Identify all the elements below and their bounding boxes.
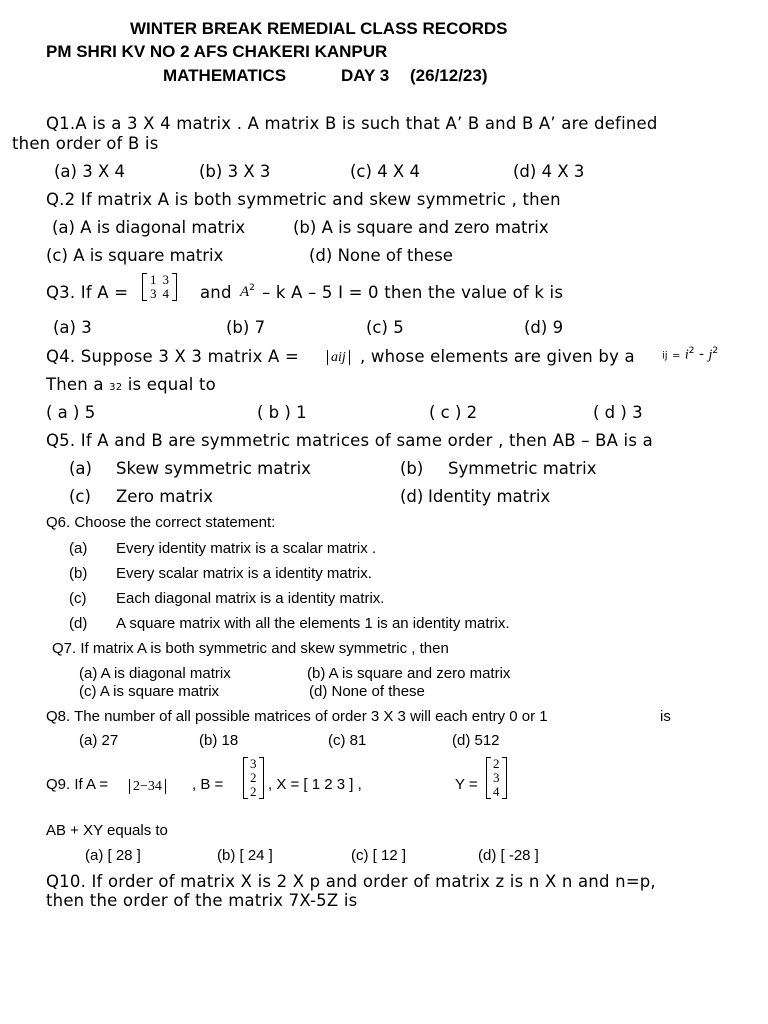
q7-option-c: (c) A is square matrix [79,683,220,700]
q5-option-d-text: Identity matrix [428,487,551,506]
q4-aij-text: aij [327,350,350,365]
q10-line2: then the order of the matrix 7X-5Z is [46,891,358,910]
q1-line2: then order of B is [12,134,159,153]
q4-formula [662,346,718,364]
q3-option-a: (a) 3 [53,318,92,337]
header-line1: WINTER BREAK REMEDIAL CLASS RECORDS [130,19,508,38]
q6-option-d-label: (d) [69,615,88,632]
q4-formula-eq: = [672,350,681,362]
q9-prefix: Q9. If A = [46,776,109,793]
q9-matrix-b [243,757,264,799]
q7-option-d: (d) None of these [309,683,425,700]
q9-line2: AB + XY equals to [46,822,168,839]
q6-text: Q6. Choose the correct statement: [46,514,276,531]
q2-option-c: (c) A is square matrix [46,246,224,265]
q3-matrix-a [142,273,177,301]
q3-option-d: (d) 9 [524,318,564,337]
q5-option-d-label: (d) [400,487,424,506]
q2-text: Q.2 If matrix A is both symmetric and skew symmetric , then [46,190,561,209]
q3-a-symbol: A [240,284,250,300]
q1-option-b: (b) 3 X 3 [199,162,271,181]
q2-option-d: (d) None of these [309,246,453,265]
q9-y-cell: 3 [493,770,500,785]
q4-formula-sub: ij [662,350,668,362]
q4-mid: , whose elements are given by a [360,347,635,366]
q7-option-a: (a) A is diagonal matrix [79,665,231,682]
q6-option-c-label: (c) [69,590,87,607]
q5-option-a-text: Skew symmetric matrix [116,459,311,478]
q8-option-a: (a) 27 [79,732,119,749]
header-date: (26/12/23) [410,66,488,85]
q9-y-cell: 4 [493,784,500,799]
q7-option-b: (b) A is square and zero matrix [307,665,511,682]
q9-y-cell: 2 [493,756,500,771]
q9-option-b: (b) [ 24 ] [217,847,273,864]
q4-prefix: Q4. Suppose 3 X 3 matrix A = [46,347,299,366]
header-line2: PM SHRI KV NO 2 AFS CHAKERI KANPUR [46,42,388,61]
q4-formula-exp2: 2 [712,346,719,356]
q4-line2-b: is equal to [127,375,216,394]
q4-formula-exp1: 2 [688,346,695,356]
q9-b-cell: 2 [250,770,257,785]
q9-matrix-a-row: 2−34 [129,779,166,794]
q10-line1: Q10. If order of matrix X is 2 X p and order of matrix z is n X n and n=p, [46,872,656,891]
q3-option-b: (b) 7 [226,318,266,337]
q9-b-cell: 2 [250,784,257,799]
q5-option-b-label: (b) [400,459,424,478]
q2-option-b: (b) A is square and zero matrix [293,218,549,237]
q8-option-d: (d) 512 [452,732,500,749]
q4-aij [327,346,350,366]
q3-matrix-cell: 3 [150,286,157,301]
q8-text: Q8. The number of all possible matrices of order 3 X 3 will each entry 0 or 1 [46,708,548,725]
q1-option-d: (d) 4 X 3 [513,162,585,181]
q4-option-a: ( a ) 5 [46,403,96,422]
q5-option-c-label: (c) [69,487,91,506]
q3-option-c: (c) 5 [366,318,404,337]
q6-option-b-label: (b) [69,565,88,582]
q6-option-a-label: (a) [69,540,88,557]
q5-text: Q5. If A and B are symmetric matrices of same order , then AB – BA is a [46,431,653,450]
q4-formula-minus: - [698,346,704,363]
q9-x-part: , X = [ 1 2 3 ] , [268,776,362,793]
q5-option-c-text: Zero matrix [116,487,214,506]
q6-option-c-text: Each diagonal matrix is a identity matrix. [116,590,385,607]
q6-option-b-text: Every scalar matrix is a identity matrix. [116,565,372,582]
q8-option-c: (c) 81 [328,732,367,749]
q4-line2-a: Then a [46,375,104,394]
q9-option-d: (d) [ -28 ] [478,847,539,864]
q3-matrix-cell: 4 [162,286,169,301]
header-subject: MATHEMATICS [163,66,287,85]
q9-matrix-y [486,757,507,799]
q3-matrix-cell: 3 [162,272,169,287]
q4-option-b: ( b ) 1 [257,403,307,422]
q3-a-squared [240,282,255,301]
q9-b-cell: 3 [250,756,257,771]
q8-option-b: (b) 18 [199,732,239,749]
q9-option-a: (a) [ 28 ] [85,847,141,864]
q1-option-c: (c) 4 X 4 [350,162,420,181]
header-day: DAY 3 [341,66,390,85]
q3-a-exponent: 2 [249,283,255,293]
q4-line2 [46,375,216,394]
q5-option-b-text: Symmetric matrix [448,459,597,478]
q4-formula-j: j [708,347,713,363]
q7-text: Q7. If matrix A is both symmetric and skew symmetric , then [52,640,449,657]
q4-option-d: ( d ) 3 [593,403,643,422]
q9-y-label: Y = [455,776,478,793]
q8-tail: is [660,708,671,725]
q6-option-d-text: A square matrix with all the elements 1 is an identity matrix. [116,615,510,632]
q3-prefix: Q3. If A = [46,283,129,302]
q9-matrix-a [129,775,166,795]
q1-line1: Q1.A is a 3 X 4 matrix . A matrix B is such that A’ B and B A’ are defined [46,114,658,133]
q1-option-a: (a) 3 X 4 [54,162,126,181]
q4-option-c: ( c ) 2 [429,403,478,422]
q4-line2-sub: 32 [109,382,123,393]
q2-option-a: (a) A is diagonal matrix [52,218,246,237]
q4-formula-i: i [684,347,689,363]
q6-option-a-text: Every identity matrix is a scalar matrix . [116,540,377,557]
q9-b-label: , B = [192,776,224,793]
q3-and: and [200,283,232,302]
q3-matrix-cell: 1 [150,272,157,287]
q3-suffix: – k A – 5 I = 0 then the value of k is [262,283,564,302]
q5-option-a-label: (a) [69,459,92,478]
q9-option-c: (c) [ 12 ] [351,847,407,864]
